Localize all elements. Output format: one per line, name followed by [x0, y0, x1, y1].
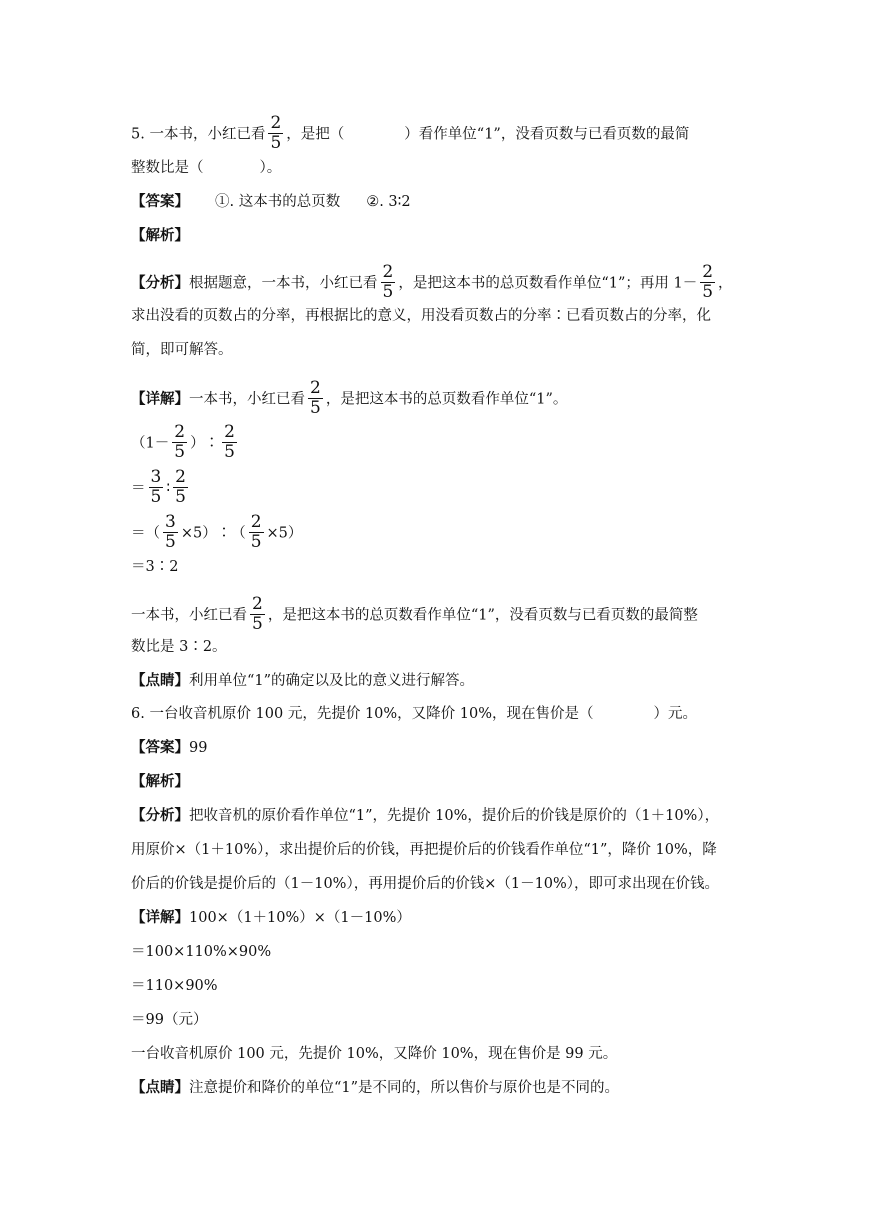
fraction-two-fifths — [222, 423, 237, 462]
denominator: 5 — [250, 532, 262, 552]
xiangjie-tag: 【详解】 — [131, 390, 189, 408]
q6-fenxi-line3: 价后的价钱是提价后的（1－10%），再用提价后的价钱×（1－10%），即可求出现在价钱。 — [131, 876, 720, 892]
numerator: 2 — [250, 512, 262, 532]
q5-text: 根据题意，一本书，小红已看 — [189, 275, 378, 292]
denominator: 5 — [252, 614, 263, 634]
numerator: 2 — [702, 262, 714, 282]
q6-text: 把收音机的原价看作单位“1”，先提价 10%，提价后的价钱是原价的（1＋10%）， — [189, 808, 720, 824]
q5-calc-line3 — [131, 514, 302, 553]
denominator: 5 — [270, 133, 282, 153]
q5-calc-line1 — [131, 424, 240, 463]
q5-fenxi-line2: 求出没看的页数占的分率，再根据比的意义，用没看页数占的分率∶已看页数占的分率，化 — [131, 308, 711, 324]
denominator: 5 — [224, 442, 235, 462]
numerator: 2 — [252, 594, 263, 614]
jiexi-tag: 【解析】 — [131, 227, 189, 244]
fraction-two-fifths — [268, 114, 283, 153]
numerator: 2 — [174, 422, 186, 442]
q6-text: ）元。 — [653, 706, 698, 722]
q5-text: 整数比是（ — [131, 160, 204, 176]
calc-text: 100×（1＋10%）×（1－10%） — [189, 910, 411, 926]
calc-text: ×5） — [266, 525, 303, 542]
q6-calc-line3: ＝110×90% — [131, 978, 218, 994]
numerator: 2 — [175, 467, 186, 487]
numerator: 2 — [382, 262, 394, 282]
denominator: 5 — [175, 487, 186, 507]
denominator: 5 — [150, 487, 162, 507]
q5-question-line1 — [131, 115, 689, 154]
q5-text: ，是把这本书的总页数看作单位“1”，没看页数与已看页数的最简整 — [267, 607, 698, 624]
numerator: 3 — [150, 467, 162, 487]
q5-calc-line2 — [131, 469, 191, 508]
numerator: 2 — [310, 378, 321, 398]
q6-question — [131, 704, 697, 724]
q6-fenxi-line1 — [131, 806, 719, 826]
calc-text: ∶ — [166, 480, 171, 497]
denominator: 5 — [382, 282, 394, 302]
q5-calc-line4: ＝3∶2 — [131, 559, 179, 575]
q5-text: 利用单位“1”的确定以及比的意义进行解答。 — [189, 673, 475, 689]
fraction-two-fifths — [308, 379, 323, 418]
q5-text: ）。 — [259, 160, 282, 176]
denominator: 5 — [702, 282, 714, 302]
dianjing-tag: 【点睛】 — [131, 1079, 189, 1096]
q5-text: ）看作单位“1”，没看页数与已看页数的最简 — [404, 126, 690, 143]
q5-dianjing — [131, 671, 474, 691]
q5-text: 5. 一本书，小红已看 — [131, 126, 266, 143]
q6-calc-line4: ＝99（元） — [131, 1012, 208, 1028]
q5-question-line2 — [131, 158, 281, 178]
q6-text: 6. 一台收音机原价 100 元，先提价 10%，又降价 10%，现在售价是（ — [131, 706, 594, 722]
q5-text: ， — [718, 275, 733, 292]
q5-fenxi-line3: 简，即可解答。 — [131, 342, 233, 358]
fraction-two-fifths — [172, 423, 187, 462]
xiangjie-tag: 【详解】 — [131, 909, 189, 926]
fraction-three-fifths — [163, 513, 178, 552]
answer-2: ②. 3∶2 — [366, 194, 411, 210]
denominator: 5 — [174, 442, 186, 462]
calc-text: （1－ — [131, 435, 170, 452]
q6-dianjing — [131, 1078, 619, 1098]
fraction-three-fifths — [149, 468, 164, 507]
q5-text: ，是把这本书的总页数看作单位“1”；再用 1－ — [398, 275, 698, 292]
answer-1: ①. 这本书的总页数 — [215, 194, 341, 210]
q6-fenxi-line2: 用原价×（1＋10%），求出提价后的价钱，再把提价后的价钱看作单位“1”，降价 10%，降 — [131, 842, 717, 858]
numerator: 2 — [270, 113, 282, 133]
calc-text: ×5）∶（ — [180, 525, 246, 542]
q5-conclusion-line2: 数比是 3∶2。 — [131, 639, 227, 655]
calc-text: ＝（ — [131, 525, 160, 542]
q6-xiangjie — [131, 908, 411, 928]
q6-conclusion: 一台收音机原价 100 元，先提价 10%，又降价 10%，现在售价是 99 元。 — [131, 1046, 618, 1062]
jiexi-tag: 【解析】 — [131, 773, 189, 790]
fraction-two-fifths — [381, 263, 396, 302]
q6-answer — [131, 738, 207, 758]
calc-text: ）∶ — [190, 435, 220, 452]
q6-text: 注意提价和降价的单位“1”是不同的，所以售价与原价也是不同的。 — [189, 1080, 620, 1096]
answer: 99 — [189, 740, 208, 756]
fraction-two-fifths — [173, 468, 188, 507]
q5-conclusion-line1 — [131, 596, 698, 635]
fraction-two-fifths — [250, 595, 265, 634]
numerator: 2 — [224, 422, 235, 442]
q5-text: ，是把这本书的总页数看作单位“1”。 — [325, 391, 568, 408]
calc-text: ＝ — [131, 480, 146, 497]
fraction-two-fifths — [700, 263, 715, 302]
fenxi-tag: 【分析】 — [131, 807, 189, 824]
denominator: 5 — [165, 532, 176, 552]
q5-text: 一本书，小红已看 — [189, 391, 305, 408]
numerator: 3 — [165, 512, 176, 532]
q5-xiangjie-line1 — [131, 380, 567, 419]
q5-text: ，是把（ — [286, 126, 345, 143]
q6-calc-line2: ＝100×110%×90% — [131, 944, 272, 960]
fenxi-tag: 【分析】 — [131, 274, 189, 292]
dianjing-tag: 【点睛】 — [131, 672, 189, 689]
q5-fenxi-line1 — [131, 264, 733, 303]
answer-tag: 【答案】 — [131, 739, 189, 756]
denominator: 5 — [310, 398, 321, 418]
answer-tag: 【答案】 — [131, 193, 189, 210]
fraction-two-fifths — [249, 513, 264, 552]
q5-text: 一本书，小红已看 — [131, 607, 247, 624]
q5-answer — [131, 192, 411, 212]
